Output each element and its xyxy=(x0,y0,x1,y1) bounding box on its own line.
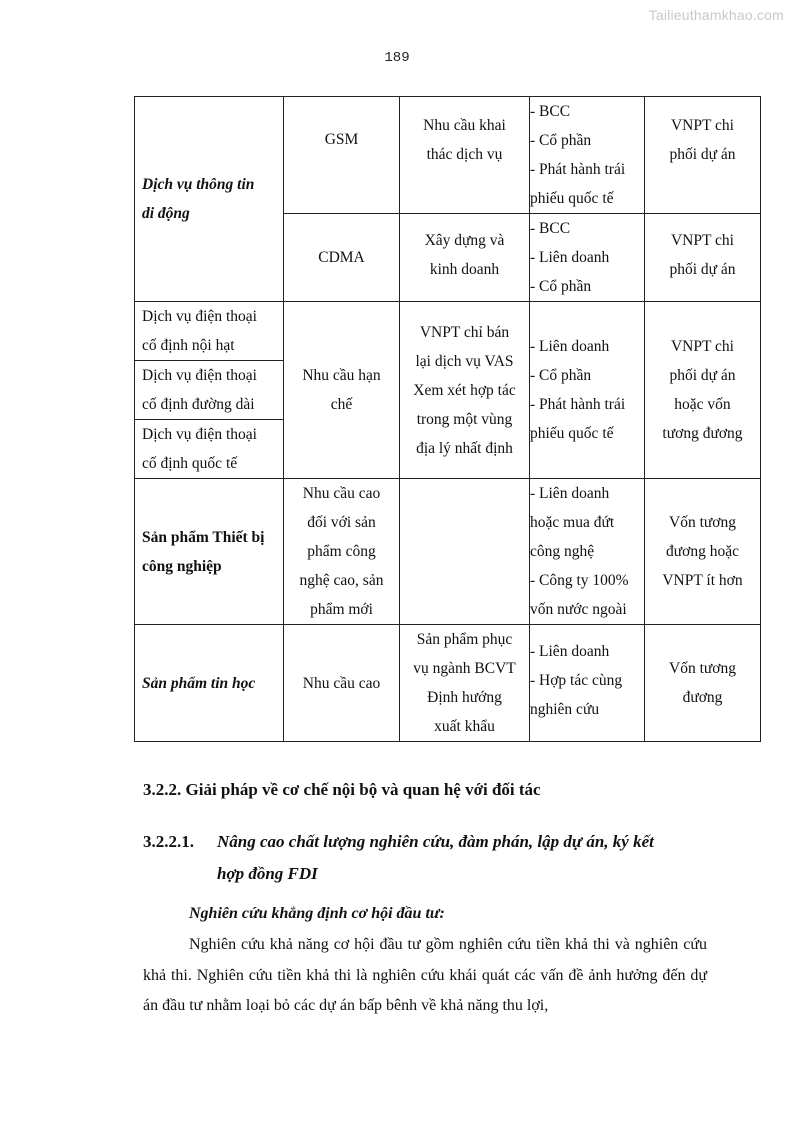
category-cell-it xyxy=(135,625,284,742)
cell-line: đương xyxy=(682,689,723,706)
cell-line: hoặc vốn xyxy=(674,396,731,413)
forms-cell-it xyxy=(530,625,645,742)
cell-line: - Công ty 100% xyxy=(530,572,629,589)
cell-line: - Liên doanh xyxy=(530,338,610,355)
cell-line: - Hợp tác cùng xyxy=(530,672,623,689)
cell-line: phẩm công xyxy=(307,543,376,560)
forms-cell-fixed xyxy=(530,302,645,479)
category-line: Sản phẩm tin học xyxy=(142,674,256,692)
body-paragraph xyxy=(143,930,707,1022)
subsection-title-line2: hợp đồng FDI xyxy=(217,864,318,883)
cell-line: xuất khẩu xyxy=(434,718,495,735)
cell-line: - Phát hành trái xyxy=(530,161,626,178)
cell-line: nghệ cao, sản xyxy=(299,572,384,589)
category-line: di động xyxy=(142,205,190,222)
cell-line: - Liên doanh xyxy=(530,485,610,502)
cell-line: - Liên doanh xyxy=(530,249,610,266)
forms-cell-gsm xyxy=(530,97,645,214)
table-row xyxy=(135,302,761,361)
cell-line: tương đương xyxy=(662,425,743,442)
cell-line: VNPT chi xyxy=(670,232,734,249)
page-number: 189 xyxy=(384,50,410,66)
demand-cell-gsm xyxy=(400,97,530,214)
demand-cell-equipment xyxy=(284,479,400,625)
cell-line: VNPT chi xyxy=(670,338,734,355)
category-line: Dịch vụ thông tin xyxy=(142,176,255,193)
note-cell-it xyxy=(400,625,530,742)
cell-line: cố định nội hạt xyxy=(142,337,235,354)
forms-cell-equipment xyxy=(530,479,645,625)
demand-cell-cdma xyxy=(400,214,530,302)
paragraph-subhead: Nghiên cứu khẳng định cơ hội đầu tư: xyxy=(189,905,445,922)
product-label: GSM xyxy=(324,131,359,148)
product-cell-gsm xyxy=(284,97,400,214)
note-cell-equipment xyxy=(400,479,530,625)
cell-line: - Cổ phần xyxy=(530,278,592,295)
cell-line: Vốn tương xyxy=(669,514,736,531)
cell-line: VNPT chỉ bán xyxy=(419,323,510,341)
watermark: Tailieuthamkhao.com xyxy=(648,7,784,23)
cell-line: phối dự án xyxy=(669,146,736,163)
cell-line: phiếu quốc tế xyxy=(530,190,614,207)
control-cell-cdma xyxy=(645,214,761,302)
category-cell-equipment xyxy=(135,479,284,625)
cell-line: địa lý nhất định xyxy=(416,439,513,457)
control-cell-equipment xyxy=(645,479,761,625)
subsection-title-line1: Nâng cao chất lượng nghiên cứu, đàm phán, lập dự án, ký kết xyxy=(217,832,654,851)
cell-line: phối dự án xyxy=(669,367,736,384)
cell-line: hoặc mua đứt xyxy=(530,514,615,531)
cell-line: trong một vùng xyxy=(416,410,513,428)
cell-line: đối với sản xyxy=(307,514,376,531)
cell-line: Xây dựng và xyxy=(424,232,505,249)
cell-line: - BCC xyxy=(530,103,571,120)
cell-line: Sản phẩm phục xyxy=(416,631,513,648)
cell-line: Nhu cầu khai xyxy=(423,117,506,134)
control-cell-fixed xyxy=(645,302,761,479)
cell-line: Nhu cầu cao xyxy=(302,485,381,502)
cell-line: cố định đường dài xyxy=(142,396,255,413)
product-cell-cdma xyxy=(284,214,400,302)
cell-line: kinh doanh xyxy=(429,261,500,278)
cell-line: cố định quốc tế xyxy=(142,455,238,472)
category-cell-mobile xyxy=(135,97,284,302)
cell-line: Định hướng xyxy=(427,689,502,706)
table-row xyxy=(135,479,761,625)
strategy-table xyxy=(134,96,761,742)
cell-line: vụ ngành BCVT xyxy=(413,660,516,677)
cell-line: nghiên cứu xyxy=(530,701,600,718)
forms-cell-cdma xyxy=(530,214,645,302)
cell-line: vốn nước ngoài xyxy=(530,601,627,618)
cell-line: phối dự án xyxy=(669,261,736,278)
cell-line: công nghệ xyxy=(530,543,595,560)
cell-line: - BCC xyxy=(530,220,571,237)
cell-line: đương hoặc xyxy=(666,543,739,560)
paragraph-text: Nghiên cứu khả năng cơ hội đầu tư gồm nghiên cứu tiền khả thi và nghiên cứu khả thi. Nghiên cứu tiền khả thi là nghiên cứu khái quát các vấn đề ảnh hưởng đến dự án đầu tư nhằm loại bỏ các dự án bấp bênh về khả năng thu lợi, xyxy=(143,936,707,1014)
note-cell-fixed xyxy=(400,302,530,479)
demand-cell-it xyxy=(284,625,400,742)
cell-line: VNPT chi xyxy=(670,117,734,134)
cell-line: chế xyxy=(330,396,353,413)
control-cell-gsm xyxy=(645,97,761,214)
section-heading: 3.2.2. Giải pháp về cơ chế nội bộ và quan hệ với đối tác xyxy=(143,780,541,799)
cell-line: - Phát hành trái xyxy=(530,396,626,413)
table-row xyxy=(135,625,761,742)
cell-line: lại dịch vụ VAS xyxy=(415,352,514,370)
cell-line: Dịch vụ điện thoại xyxy=(142,308,257,325)
cell-line: - Cổ phần xyxy=(530,367,592,384)
category-line: Sản phẩm Thiết bị xyxy=(142,528,265,546)
cell-line: Xem xét hợp tác xyxy=(413,381,516,399)
subsection-number: 3.2.2.1. xyxy=(143,832,194,851)
table-row xyxy=(135,97,761,214)
service-cell-international xyxy=(135,420,284,479)
cell-line: phiếu quốc tế xyxy=(530,425,614,442)
cell-line: Vốn tương xyxy=(669,660,736,677)
product-label: CDMA xyxy=(318,249,365,266)
cell-line: VNPT ít hơn xyxy=(662,572,743,589)
cell-line: - Cổ phần xyxy=(530,132,592,149)
cell-line: Dịch vụ điện thoại xyxy=(142,367,257,384)
subsection-heading xyxy=(143,826,723,890)
cell-line: phẩm mới xyxy=(310,601,373,618)
cell-line: Dịch vụ điện thoại xyxy=(142,426,257,443)
cell-line: Nhu cầu hạn xyxy=(302,367,381,384)
service-cell-local xyxy=(135,302,284,361)
cell-line: Nhu cầu cao xyxy=(302,674,381,692)
demand-cell-fixed xyxy=(284,302,400,479)
cell-line: - Liên doanh xyxy=(530,643,610,660)
service-cell-long-distance xyxy=(135,361,284,420)
cell-line: thác dịch vụ xyxy=(426,146,503,163)
category-line: công nghiệp xyxy=(142,557,222,575)
control-cell-it xyxy=(645,625,761,742)
